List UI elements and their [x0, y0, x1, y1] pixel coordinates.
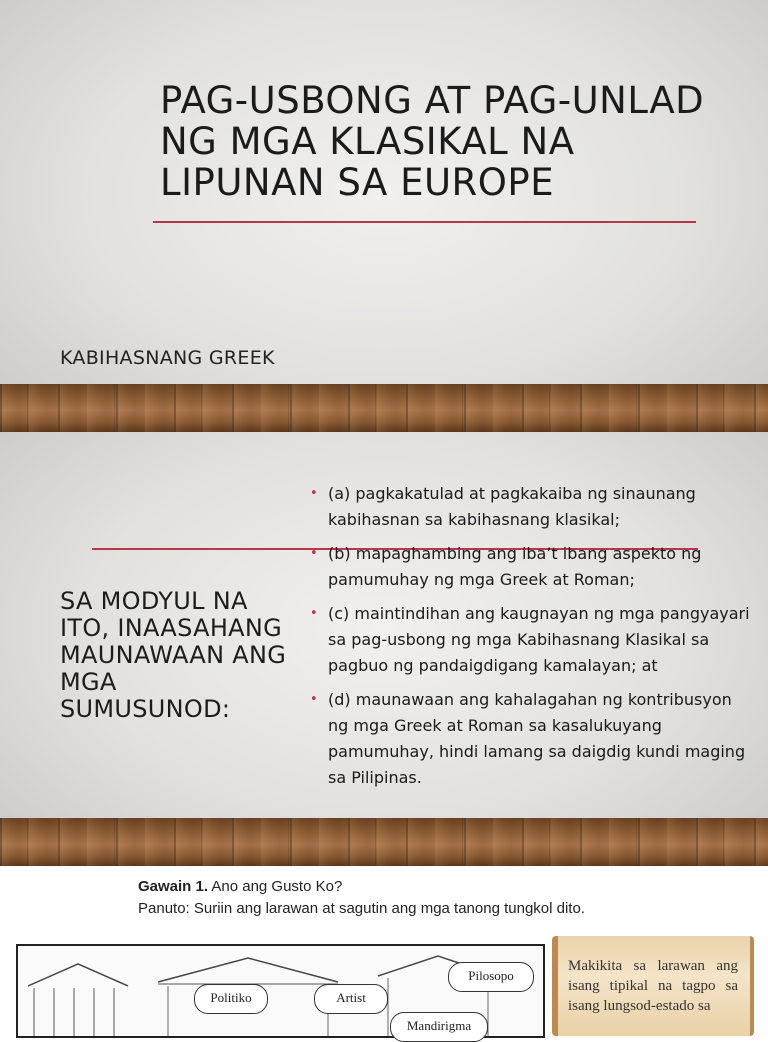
activity-title: Ano ang Gusto Ko? — [211, 878, 343, 895]
bullet-icon: • — [310, 692, 318, 707]
list-item: • (b) mapaghambing ang iba’t ibang aspekto ng pamumuhay ng mga Greek at Roman; — [310, 541, 750, 593]
worksheet-page — [0, 866, 768, 1033]
list-item: • (c) maintindihan ang kaugnayan ng mga pangyayari sa pag-usbong ng mga Kabihasnang Klasikal sa pagbuo ng pandaigdigang kamalayan; at — [310, 601, 750, 679]
slide-title: PAG-USBONG AT PAG-UNLAD NG MGA KLASIKAL NA LIPUNAN SA EUROPE — [160, 79, 705, 204]
activity-label: Gawain 1. — [138, 878, 209, 895]
bullet-icon: • — [310, 606, 318, 621]
speech-bubble: Pilosopo — [448, 962, 534, 992]
title-divider — [153, 221, 696, 223]
wood-floor-band — [0, 384, 768, 432]
list-item: • (a) pagkakatulad at pagkakaiba ng sinaunang kabihasnan sa kabihasnang klasikal; — [310, 481, 750, 533]
activity-directions: Panuto: Suriin ang larawan at sagutin ang mga tanong tungkol dito. — [138, 900, 585, 917]
title-slide — [0, 0, 768, 432]
greek-city-illustration — [16, 944, 545, 1038]
bullet-icon: • — [310, 486, 318, 501]
scroll-text: Makikita sa larawan ang isang tipikal na tagpo sa isang lungsod-estado sa — [568, 958, 738, 1014]
bullet-icon: • — [310, 546, 318, 561]
slide-subtitle: KABIHASNANG GREEK — [60, 347, 275, 369]
speech-bubble: Mandirigma — [390, 1012, 488, 1042]
objectives-list — [310, 481, 750, 799]
activity-header — [138, 878, 342, 895]
speech-bubble: Artist — [314, 984, 388, 1014]
list-item: • (d) maunawaan ang kahalagahan ng kontribusyon ng mga Greek at Roman sa kasalukuyang pamumuhay, hindi lamang sa daigdig kundi maging sa Pilipinas. — [310, 687, 750, 791]
speech-bubble: Politiko — [194, 984, 268, 1014]
objectives-heading: SA MODYUL NA ITO, INAASAHANG MAUNAWAAN ANG MGA SUMUSUNOD: — [60, 587, 287, 723]
wood-floor-band — [0, 818, 768, 866]
scroll-text-box — [552, 936, 754, 1036]
